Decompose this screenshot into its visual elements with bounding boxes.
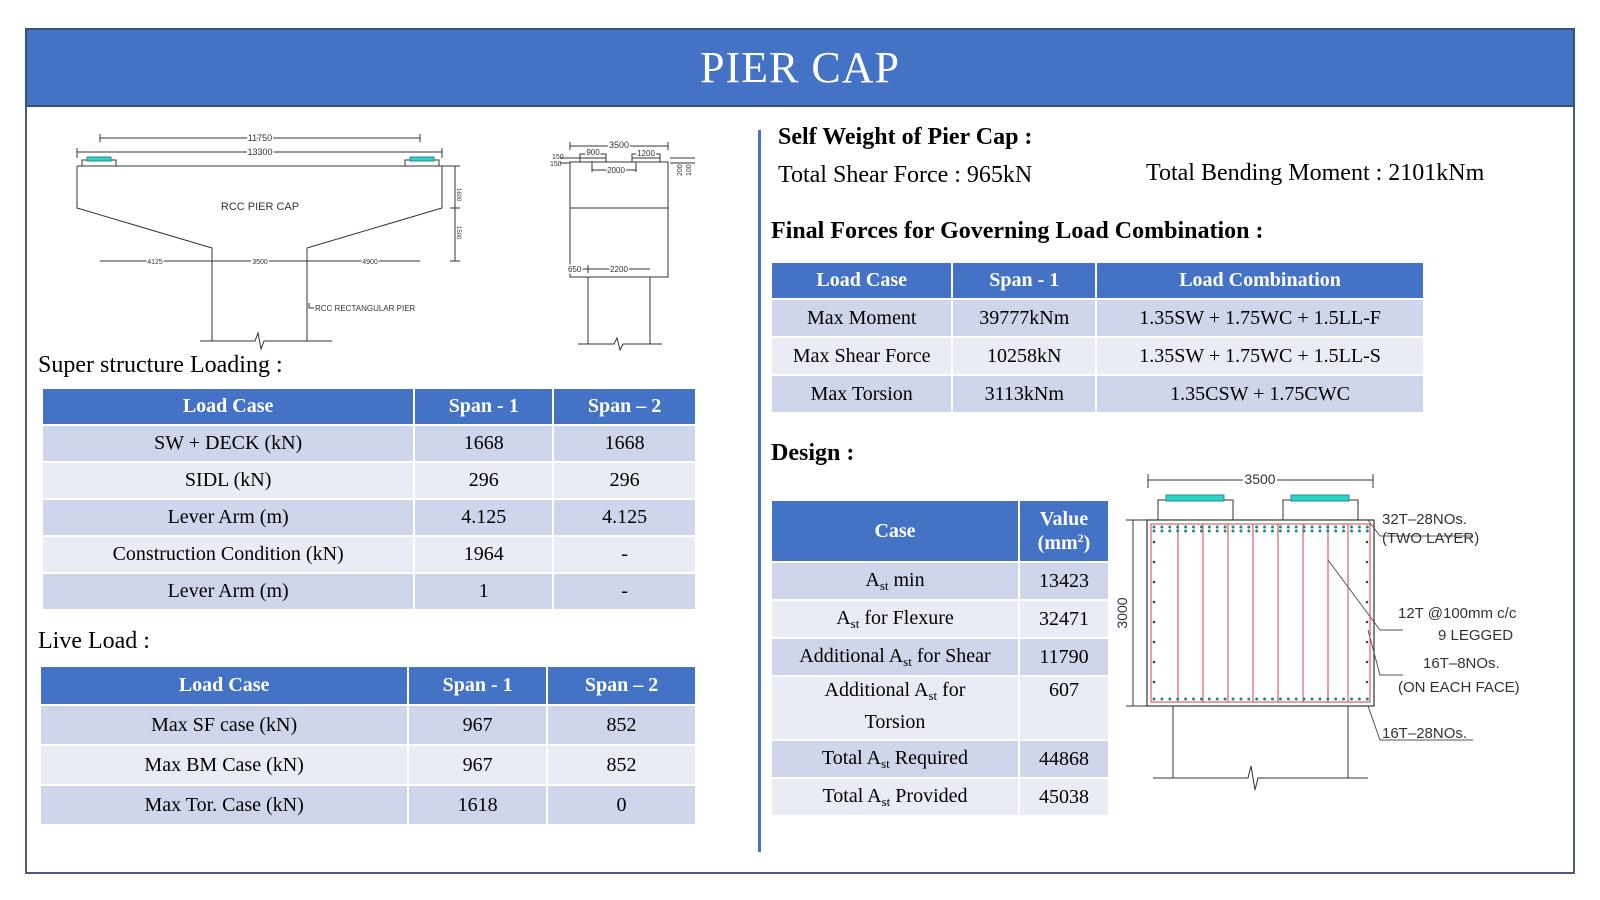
bottom-rebar-dot xyxy=(1326,698,1329,701)
top-rebar-dot xyxy=(1303,526,1306,529)
top-rebar-dot xyxy=(1342,530,1345,533)
top-rebar-dot xyxy=(1224,530,1227,533)
top-rebar-dot xyxy=(1200,530,1203,533)
bottom-rebar-dot xyxy=(1247,698,1250,701)
top-rebar-dot xyxy=(1350,526,1353,529)
header-load-case: Load Case xyxy=(41,667,407,704)
top-rebar-dot xyxy=(1295,526,1298,529)
header-span-1: Span - 1 xyxy=(409,667,546,704)
top-rebar-dot xyxy=(1208,530,1211,533)
dim-13300: 13300 xyxy=(247,147,273,157)
top-rebar-dot xyxy=(1271,530,1274,533)
top-rebar-dot xyxy=(1311,526,1314,529)
bottom-rebar-dot xyxy=(1216,698,1219,701)
top-rebar-dot xyxy=(1176,530,1179,533)
dim-11750: 11750 xyxy=(247,133,273,143)
label-rcc-pier-cap: RCC PIER CAP xyxy=(220,201,300,213)
top-rebar-dot xyxy=(1224,526,1227,529)
top-rebar-dot xyxy=(1263,526,1266,529)
table-row: Lever Arm (m) 4.125 4.125 xyxy=(43,500,695,535)
dim-1200: 1200 xyxy=(637,149,655,158)
side-rebar-dot xyxy=(1153,621,1156,624)
dim-section-width: 3500 xyxy=(1244,471,1276,487)
top-rebar-dot xyxy=(1279,530,1282,533)
dim-4125: 4125 xyxy=(147,259,163,266)
top-rebar-dot xyxy=(1255,530,1258,533)
header-load-combination: Load Combination xyxy=(1097,263,1423,298)
label-32t-28nos: 32T–28NOs. xyxy=(1382,511,1468,528)
side-rebar-dot xyxy=(1153,601,1156,604)
side-rebar-dot xyxy=(1366,601,1369,604)
bottom-rebar-dot xyxy=(1176,698,1179,701)
top-rebar-dot xyxy=(1263,530,1266,533)
side-rebar-dot xyxy=(1153,661,1156,664)
dim-650: 650 xyxy=(568,265,582,274)
label-rcc-rectangular-pier: RCC RECTANGULAR PIER xyxy=(315,304,416,313)
bottom-rebar-dot xyxy=(1295,698,1298,701)
top-rebar-dot xyxy=(1239,530,1242,533)
label-16t-28nos-bottom: 16T–28NOs. xyxy=(1382,725,1468,742)
dim-1500: 1500 xyxy=(455,226,461,240)
side-rebar-dot xyxy=(1366,661,1369,664)
top-rebar-dot xyxy=(1247,526,1250,529)
bottom-rebar-dot xyxy=(1255,698,1258,701)
top-rebar-dot xyxy=(1366,530,1369,533)
header-value: Value $(mm^2)$ xyxy=(1020,501,1108,561)
table-row: Construction Condition (kN) 1964 - xyxy=(43,537,695,572)
header-span-1: Span - 1 xyxy=(415,389,552,424)
final-forces-heading: Final Forces for Governing Load Combination : xyxy=(771,218,1264,244)
header-case: Case xyxy=(772,501,1018,561)
bottom-rebar-dot xyxy=(1366,698,1369,701)
table-row: Lever Arm (m) 1 - xyxy=(43,574,695,609)
table-row: Max SF case (kN) 967 852 xyxy=(41,706,695,744)
side-rebar-dot xyxy=(1153,641,1156,644)
top-rebar-dot xyxy=(1153,530,1156,533)
bottom-rebar-dot xyxy=(1184,698,1187,701)
live-load-heading: Live Load : xyxy=(38,628,150,654)
top-rebar-dot xyxy=(1334,526,1337,529)
top-rebar-dot xyxy=(1366,526,1369,529)
dim-150a: 150 xyxy=(552,154,564,161)
page-title: PIER CAP xyxy=(700,43,900,92)
bottom-rebar-dot xyxy=(1342,698,1345,701)
label-on-each-face: (ON EACH FACE) xyxy=(1398,679,1520,696)
bottom-rebar-dot xyxy=(1318,698,1321,701)
top-rebar-dot xyxy=(1160,530,1163,533)
top-rebar-dot xyxy=(1271,526,1274,529)
top-rebar-dot xyxy=(1287,530,1290,533)
top-rebar-dot xyxy=(1216,526,1219,529)
design-table xyxy=(770,499,1110,817)
top-rebar-dot xyxy=(1176,526,1179,529)
top-rebar-dot xyxy=(1326,526,1329,529)
top-rebar-dot xyxy=(1216,530,1219,533)
top-rebar-dot xyxy=(1358,526,1361,529)
top-rebar-dot xyxy=(1311,530,1314,533)
top-rebar-dot xyxy=(1279,526,1282,529)
top-rebar-dot xyxy=(1168,526,1171,529)
side-rebar-dot xyxy=(1153,681,1156,684)
table-row: SIDL (kN) 296 296 xyxy=(43,463,695,498)
dim-1600: 1600 xyxy=(455,188,461,202)
table-row: SW + DECK (kN) 1668 1668 xyxy=(43,426,695,461)
top-rebar-dot xyxy=(1303,530,1306,533)
side-rebar-dot xyxy=(1366,621,1369,624)
final-forces-table xyxy=(770,261,1425,414)
top-rebar-dot xyxy=(1318,526,1321,529)
bottom-rebar-dot xyxy=(1160,698,1163,701)
top-rebar-dot xyxy=(1255,526,1258,529)
bottom-rebar-dot xyxy=(1239,698,1242,701)
top-rebar-dot xyxy=(1239,526,1242,529)
side-rebar-dot xyxy=(1366,561,1369,564)
bottom-rebar-dot xyxy=(1192,698,1195,701)
top-rebar-dot xyxy=(1295,530,1298,533)
top-rebar-dot xyxy=(1318,530,1321,533)
top-rebar-dot xyxy=(1350,530,1353,533)
bottom-rebar-dot xyxy=(1358,698,1361,701)
top-rebar-dot xyxy=(1168,530,1171,533)
dim-150b: 150 xyxy=(550,161,562,168)
dim-900: 900 xyxy=(586,148,600,157)
table-row: Max Moment 39777kNm 1.35SW + 1.75WC + 1.5LL-F xyxy=(772,300,1423,336)
top-rebar-dot xyxy=(1358,530,1361,533)
top-rebar-dot xyxy=(1208,526,1211,529)
title-bar xyxy=(25,28,1575,107)
bottom-rebar-dot xyxy=(1311,698,1314,701)
label-9-legged: 9 LEGGED xyxy=(1438,627,1514,644)
top-rebar-dot xyxy=(1160,526,1163,529)
design-heading: Design : xyxy=(771,440,855,466)
top-rebar-dot xyxy=(1247,530,1250,533)
header-span-2: Span – 2 xyxy=(548,667,695,704)
reinforcement-section-drawing xyxy=(1114,470,1568,800)
dim-4900: 4900 xyxy=(362,259,378,266)
table-row: Additional $A_{st}$ for Torsion 607 xyxy=(772,677,1108,739)
dim-section-height: 3000 xyxy=(1114,597,1130,629)
table-row: Max Torsion 3113kNm 1.35CSW + 1.75CWC xyxy=(772,376,1423,412)
top-rebar-dot xyxy=(1184,526,1187,529)
top-rebar-dot xyxy=(1153,526,1156,529)
self-weight-heading: Self Weight of Pier Cap : xyxy=(778,124,1033,150)
top-rebar-dot xyxy=(1192,530,1195,533)
bottom-rebar-dot xyxy=(1271,698,1274,701)
pier-cap-elevation-drawing xyxy=(60,128,480,353)
dim-2200: 2200 xyxy=(610,265,628,274)
side-rebar-dot xyxy=(1153,561,1156,564)
dim-2000: 2000 xyxy=(607,166,625,175)
header-load-case: Load Case xyxy=(772,263,951,298)
dim-3500-side: 3500 xyxy=(608,140,630,150)
super-structure-heading: Super structure Loading : xyxy=(38,352,283,378)
pier-cap-side-drawing xyxy=(550,136,720,356)
top-rebar-dot xyxy=(1232,530,1235,533)
table-row: Max Tor. Case (kN) 1618 0 xyxy=(41,786,695,824)
bottom-rebar-dot xyxy=(1350,698,1353,701)
top-rebar-dot xyxy=(1334,530,1337,533)
bottom-rebar-dot xyxy=(1303,698,1306,701)
top-rebar-dot xyxy=(1342,526,1345,529)
side-rebar-dot xyxy=(1366,681,1369,684)
side-rebar-dot xyxy=(1366,641,1369,644)
side-rebar-dot xyxy=(1153,541,1156,544)
side-rebar-dot xyxy=(1366,581,1369,584)
table-row: Max Shear Force 10258kN 1.35SW + 1.75WC + 1.5LL-S xyxy=(772,338,1423,374)
header-span-1: Span - 1 xyxy=(953,263,1095,298)
table-row: $A_{st}$ for Flexure 32471 xyxy=(772,601,1108,637)
bottom-rebar-dot xyxy=(1153,698,1156,701)
header-load-case: Load Case xyxy=(43,389,413,424)
table-row: Total $A_{st}$ Required 44868 xyxy=(772,741,1108,777)
bottom-rebar-dot xyxy=(1200,698,1203,701)
top-rebar-dot xyxy=(1326,530,1329,533)
header-span-2: Span – 2 xyxy=(554,389,695,424)
table-row: Max BM Case (kN) 967 852 xyxy=(41,746,695,784)
column-divider xyxy=(758,130,761,852)
bottom-rebar-dot xyxy=(1224,698,1227,701)
bottom-rebar-dot xyxy=(1279,698,1282,701)
top-rebar-dot xyxy=(1287,526,1290,529)
dim-200: 200 xyxy=(677,164,684,176)
live-load-table xyxy=(39,665,697,826)
bottom-rebar-dot xyxy=(1287,698,1290,701)
top-rebar-dot xyxy=(1232,526,1235,529)
bottom-rebar-dot xyxy=(1208,698,1211,701)
bottom-rebar-dot xyxy=(1263,698,1266,701)
label-two-layer: (TWO LAYER) xyxy=(1382,530,1480,547)
side-rebar-dot xyxy=(1366,541,1369,544)
table-row: Additional $A_{st}$ for Shear 11790 xyxy=(772,639,1108,675)
table-row: Total $A_{st}$ Provided 45038 xyxy=(772,779,1108,815)
dim-3500-base: 3500 xyxy=(252,259,268,266)
dim-100: 100 xyxy=(686,164,693,176)
side-rebar-dot xyxy=(1153,581,1156,584)
label-12t-100mm: 12T @100mm c/c xyxy=(1398,605,1517,622)
label-16t-8nos: 16T–8NOs. xyxy=(1423,655,1500,672)
total-bending-moment: Total Bending Moment : 2101kNm xyxy=(1146,160,1485,186)
total-shear-force: Total Shear Force : 965kN xyxy=(778,162,1033,188)
table-row: $A_{st}$ min 13423 xyxy=(772,563,1108,599)
bottom-rebar-dot xyxy=(1334,698,1337,701)
top-rebar-dot xyxy=(1200,526,1203,529)
top-rebar-dot xyxy=(1184,530,1187,533)
bottom-rebar-dot xyxy=(1232,698,1235,701)
top-rebar-dot xyxy=(1192,526,1195,529)
bottom-rebar-dot xyxy=(1168,698,1171,701)
super-structure-table xyxy=(41,387,697,611)
